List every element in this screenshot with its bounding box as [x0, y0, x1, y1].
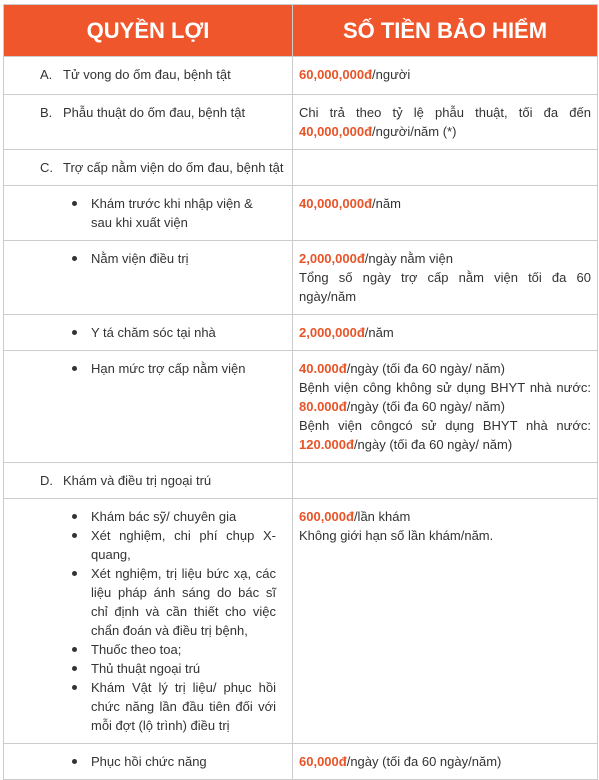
list-item [91, 640, 276, 659]
amount-suffix: /ngày (tối đa 60 ngày/ năm) [346, 399, 505, 414]
row-marker: B. [40, 105, 53, 120]
benefit-label: Thuốc theo toa; [91, 642, 182, 657]
benefit-cell [4, 95, 293, 150]
amount-suffix: /ngày (tối đa 60 ngày/năm) [346, 754, 502, 769]
amount-suffix: /người/năm (*) [372, 124, 457, 139]
list-item [91, 359, 276, 378]
amount-suffix: /người [372, 67, 411, 82]
amount-cell [293, 186, 598, 241]
benefit-label: Y tá chăm sóc tại nhà [91, 325, 216, 340]
amount-value: 120.000đ [299, 437, 354, 452]
row-marker: D. [40, 473, 53, 488]
benefits-table-container [3, 4, 597, 780]
amount-note: Bệnh viện côngcó sử dụng BHYT nhà nước: [299, 418, 591, 433]
table-header-row [4, 5, 598, 57]
benefit-cell [4, 315, 293, 351]
amount-cell [293, 95, 598, 150]
amount-value: 40,000,000đ [299, 196, 373, 211]
amount-cell [293, 315, 598, 351]
list-item [91, 564, 276, 640]
amount-cell [293, 463, 598, 499]
table-row [4, 95, 598, 150]
amount-suffix: /ngày (tối đa 60 ngày/ năm) [346, 361, 505, 376]
amount-value: 2,000,000đ [299, 251, 365, 266]
amount-text: Chi trả theo tỷ lệ phẫu thuật, tối đa đến [299, 105, 591, 120]
table-row [4, 315, 598, 351]
benefit-label: Tử vong do ốm đau, bệnh tật [63, 67, 231, 82]
benefit-label: Nằm viện điều trị [91, 251, 189, 266]
list-item [91, 752, 276, 771]
table-row [4, 150, 598, 186]
benefit-label: Khám và điều trị ngoại trú [63, 473, 212, 488]
benefit-cell [4, 463, 293, 499]
amount-value: 600,000đ [299, 509, 354, 524]
amount-cell [293, 57, 598, 95]
list-item [91, 249, 276, 268]
benefit-label: Phục hồi chức năng [91, 754, 207, 769]
benefit-cell [4, 186, 293, 241]
amount-value: 40.000đ [299, 361, 347, 376]
benefit-cell [4, 241, 293, 315]
table-row [4, 499, 598, 744]
amount-cell [293, 744, 598, 780]
amount-cell [293, 499, 598, 744]
benefit-label: Khám trước khi nhập viện & sau khi xuất viện [91, 196, 253, 230]
benefit-cell [4, 499, 293, 744]
benefit-label: Xét nghiệm, chi phí chụp X-quang, [91, 528, 276, 562]
amount-cell [293, 241, 598, 315]
amount-note: Không giới hạn số lần khám/năm. [299, 528, 494, 543]
benefit-cell [4, 351, 293, 463]
benefit-cell [4, 150, 293, 186]
table-row [4, 351, 598, 463]
list-item [91, 526, 276, 564]
amount-value: 60,000đ [299, 754, 347, 769]
table-row [4, 57, 598, 95]
row-marker: C. [40, 160, 53, 175]
benefit-cell [4, 744, 293, 780]
amount-suffix: /ngày (tối đa 60 ngày/ năm) [353, 437, 513, 452]
header-benefits: QUYỀN LỢI [4, 5, 293, 57]
amount-value: 60,000,000đ [299, 67, 373, 82]
benefit-label: Khám bác sỹ/ chuyên gia [91, 509, 237, 524]
table-row [4, 744, 598, 780]
amount-cell [293, 351, 598, 463]
benefit-label: Trợ cấp nằm viện do ốm đau, bệnh tật [63, 160, 284, 175]
list-item [91, 659, 276, 678]
amount-note: Tổng số ngày trợ cấp nằm viện tối đa 60 ngày/năm [299, 270, 591, 304]
benefit-label: Khám Vật lý trị liệu/ phục hồi chức năng lần đầu tiên đối với mỗi đợt (lộ trình) điều trị [91, 680, 276, 733]
benefits-table [3, 4, 598, 780]
list-item [91, 194, 276, 232]
benefit-label: Thủ thuật ngoại trú [91, 661, 201, 676]
benefit-label: Hạn mức trợ cấp nằm viện [91, 361, 246, 376]
benefit-cell [4, 57, 293, 95]
amount-suffix: /năm [372, 196, 401, 211]
benefit-label: Xét nghiệm, trị liệu bức xạ, các liệu pháp ánh sáng do bác sĩ chỉ định và cần thiết cho việc chẩn đoán và điều trị bệnh, [91, 566, 276, 638]
benefit-label: Phẫu thuật do ốm đau, bệnh tật [63, 105, 246, 120]
table-row [4, 186, 598, 241]
amount-note: Bệnh viện công không sử dụng BHYT nhà nước: [299, 380, 591, 395]
amount-value: 2,000,000đ [299, 325, 365, 340]
table-row [4, 241, 598, 315]
amount-suffix: /năm [364, 325, 394, 340]
list-item [91, 323, 276, 342]
amount-suffix: /lần khám [353, 509, 411, 524]
table-row [4, 463, 598, 499]
amount-cell [293, 150, 598, 186]
amount-value: 80.000đ [299, 399, 347, 414]
list-item [91, 678, 276, 735]
amount-value: 40,000,000đ [299, 124, 373, 139]
list-item [91, 507, 276, 526]
amount-suffix: /ngày nằm viện [364, 251, 453, 266]
row-marker: A. [40, 67, 53, 82]
header-insured-amount: SỐ TIỀN BẢO HIỂM [293, 5, 598, 57]
